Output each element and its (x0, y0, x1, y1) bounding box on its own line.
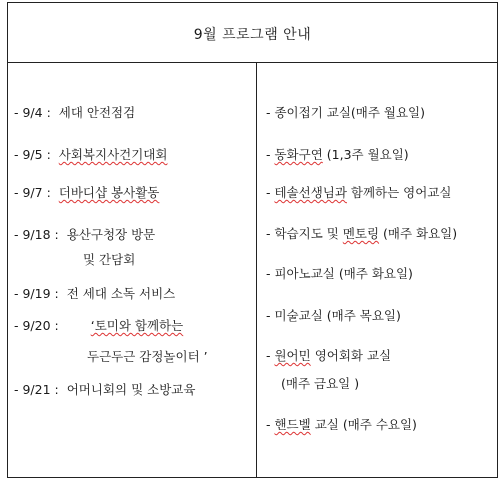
bullet: - (266, 147, 275, 162)
schedule-date: - 9/7 : (14, 185, 51, 200)
program-item (266, 417, 417, 433)
page-title: 9월 프로그램 안내 (193, 27, 312, 43)
schedule-item (14, 105, 135, 121)
bullet: - (266, 348, 275, 363)
bullet: - (266, 417, 275, 432)
program-item: - 종이접기 교실(매주 월요일) (266, 105, 426, 120)
schedule-item (14, 147, 167, 163)
schedule-text: 세대 안전점검 (58, 105, 136, 120)
program-name: - 학습지도 및 (266, 226, 343, 241)
schedule-item (14, 318, 183, 334)
schedule-text: 전 세대 소독 서비스 (66, 286, 176, 301)
program-item (266, 348, 391, 364)
program-item (266, 185, 452, 201)
bullet: - (266, 185, 275, 200)
program-schedule: 교실 (매주 수요일) (310, 417, 417, 432)
program-item: - 피아노교실 (매주 화요일) (266, 266, 413, 281)
schedule-item (14, 185, 159, 201)
schedule-text: 용산구청장 방문 (66, 227, 156, 242)
schedule-date: - 9/20 : (14, 318, 59, 333)
program-schedule: 영어회화 교실 (310, 348, 392, 363)
program-schedule: (매주 화요일) (379, 226, 458, 241)
schedule-item (14, 227, 155, 243)
program-name: 테솔선생님과 (274, 185, 347, 200)
schedule-date: - 9/4 : (14, 105, 51, 120)
program-schedule-continued: (매주 금요일 ) (281, 376, 360, 391)
program-name: 핸드벨 (274, 417, 311, 432)
schedule-text: 사회복지사건기대회 (58, 147, 168, 162)
schedule-date: - 9/5 : (14, 147, 51, 162)
schedule-item (14, 382, 195, 398)
schedule-text: 더바디샵 봉사활동 (58, 185, 160, 200)
program-item (266, 226, 457, 242)
program-item: - 미술교실 (매주 목요일) (266, 308, 401, 323)
schedule-text: 어머니회의 및 소방교육 (66, 382, 196, 397)
title-row (8, 3, 497, 63)
program-item (266, 147, 409, 163)
schedule-date: - 9/18 : (14, 227, 59, 242)
program-name: 멘토링 (342, 226, 380, 241)
schedule-date: - 9/21 : (14, 382, 59, 397)
schedule-text: ‘토미와 함께하는 (90, 318, 184, 333)
program-schedule: (1,3주 월요일) (322, 147, 409, 162)
program-name: 원어민 (274, 348, 311, 363)
column-divider (256, 63, 257, 477)
schedule-date: - 9/19 : (14, 286, 59, 301)
schedule-item (14, 286, 175, 302)
program-schedule: 함께하는 영어교실 (346, 185, 452, 200)
program-table (7, 2, 498, 478)
schedule-text-continued: 두근두근 감정놀이터 ’ (87, 349, 208, 364)
schedule-text-continued: 및 간담회 (83, 252, 136, 267)
program-name: 동화구연 (274, 147, 323, 162)
